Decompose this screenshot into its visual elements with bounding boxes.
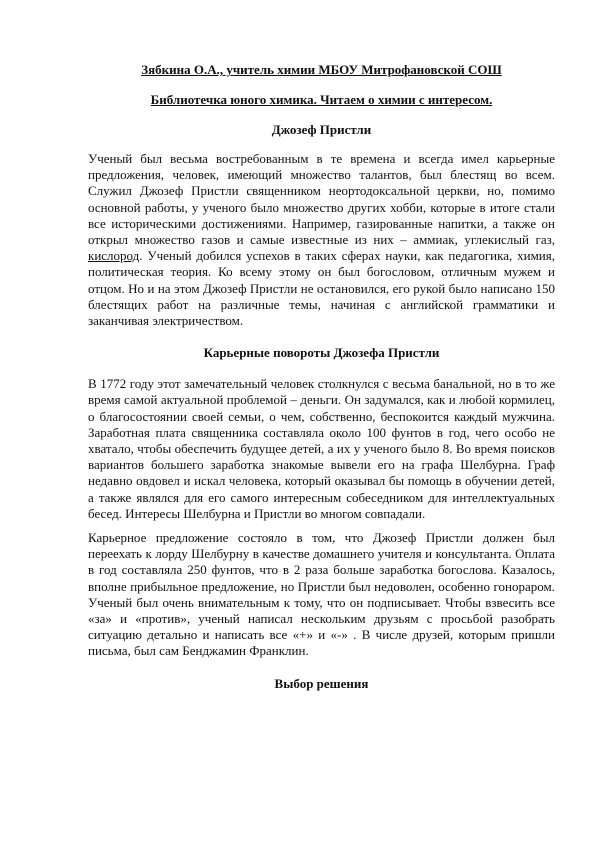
document-page <box>88 62 555 707</box>
paragraph-career-2: Карьерное предложение состояло в том, что Джозеф Пристли должен был переехать к лорду Шелбурну в качестве домашнего учителя и консультанта. Оплата в год составляла 250 фунтов, что в 2 раза больше заработка богослова. Казалось, вполне прибыльное предложение, но Пристли был недоволен, особенно гонораром. Ученый был очень внимательным к тому, что он подписывает. Чтобы взвесить все «за» и «против», ученый написал нескольким друзьям с просьбой разобрать ситуацию детально и написать все «+» и «-» . В числе друзей, которым пришли письма, был сам Бенджамин Франклин. <box>88 530 555 659</box>
oxygen-link[interactable]: кислород <box>88 248 140 264</box>
paragraph-intro-text-after: . Ученый добился успехов в таких сферах науки, как педагогика, химия, политическая теория. Ко всему этому он был богословом, отличным мужем и отцом. Но и на этом Джозеф Пристли не остановился, его рукой было написано 150 блестящих работ на различные темы, начиная с английской грамматики и заканчивая электричеством. <box>88 248 555 329</box>
article-title: Джозеф Пристли <box>271 122 372 137</box>
author-line: Зябкина О.А., учитель химии МБОУ Митрофановской СОШ <box>141 62 502 77</box>
section-heading-decision: Выбор решения <box>274 675 369 691</box>
series-subtitle: Библиотечка юного химика. Читаем о химии с интересом. <box>150 92 493 107</box>
paragraph-intro <box>88 151 555 329</box>
paragraph-intro-text-before: Ученый был весьма востребованным в те времена и всегда имел карьерные предложения, человек, имеющий множество талантов, был блестящ во всем. Служил Джозеф Пристли священником неортодоксальной церкви, но, помимо основной работы, у ученого было множество других хобби, которые в итоге стали все историческими достижениями. Например, газированные напитки, а также он открыл множество газов и самые известные из них – аммиак, углекислый газ, <box>88 151 555 248</box>
section-heading-career: Карьерные повороты Джозефа Пристли <box>203 345 440 361</box>
paragraph-career-1: В 1772 году этот замечательный человек столкнулся с весьма банальной, но в то же время самой актуальной проблемой – деньги. Он задумался, как и любой кормилец, о благосостоянии своей семьи, о чем, собственно, беспокоится каждый мужчина. Заработная плата священника составляла около 100 фунтов в год, чего особо не хватало, чтобы обеспечить будущее детей, а их у ученого было 8. Во время поисков вариантов большего заработка знакомые вывели его на графа Шелбурна. Граф недавно овдовел и искал человека, который оказывал бы помощь в обучении детей, а также являлся для его самого интересным собеседником для интеллектуальных бесед. Интересы Шелбурна и Пристли во многом совпадали. <box>88 376 555 521</box>
